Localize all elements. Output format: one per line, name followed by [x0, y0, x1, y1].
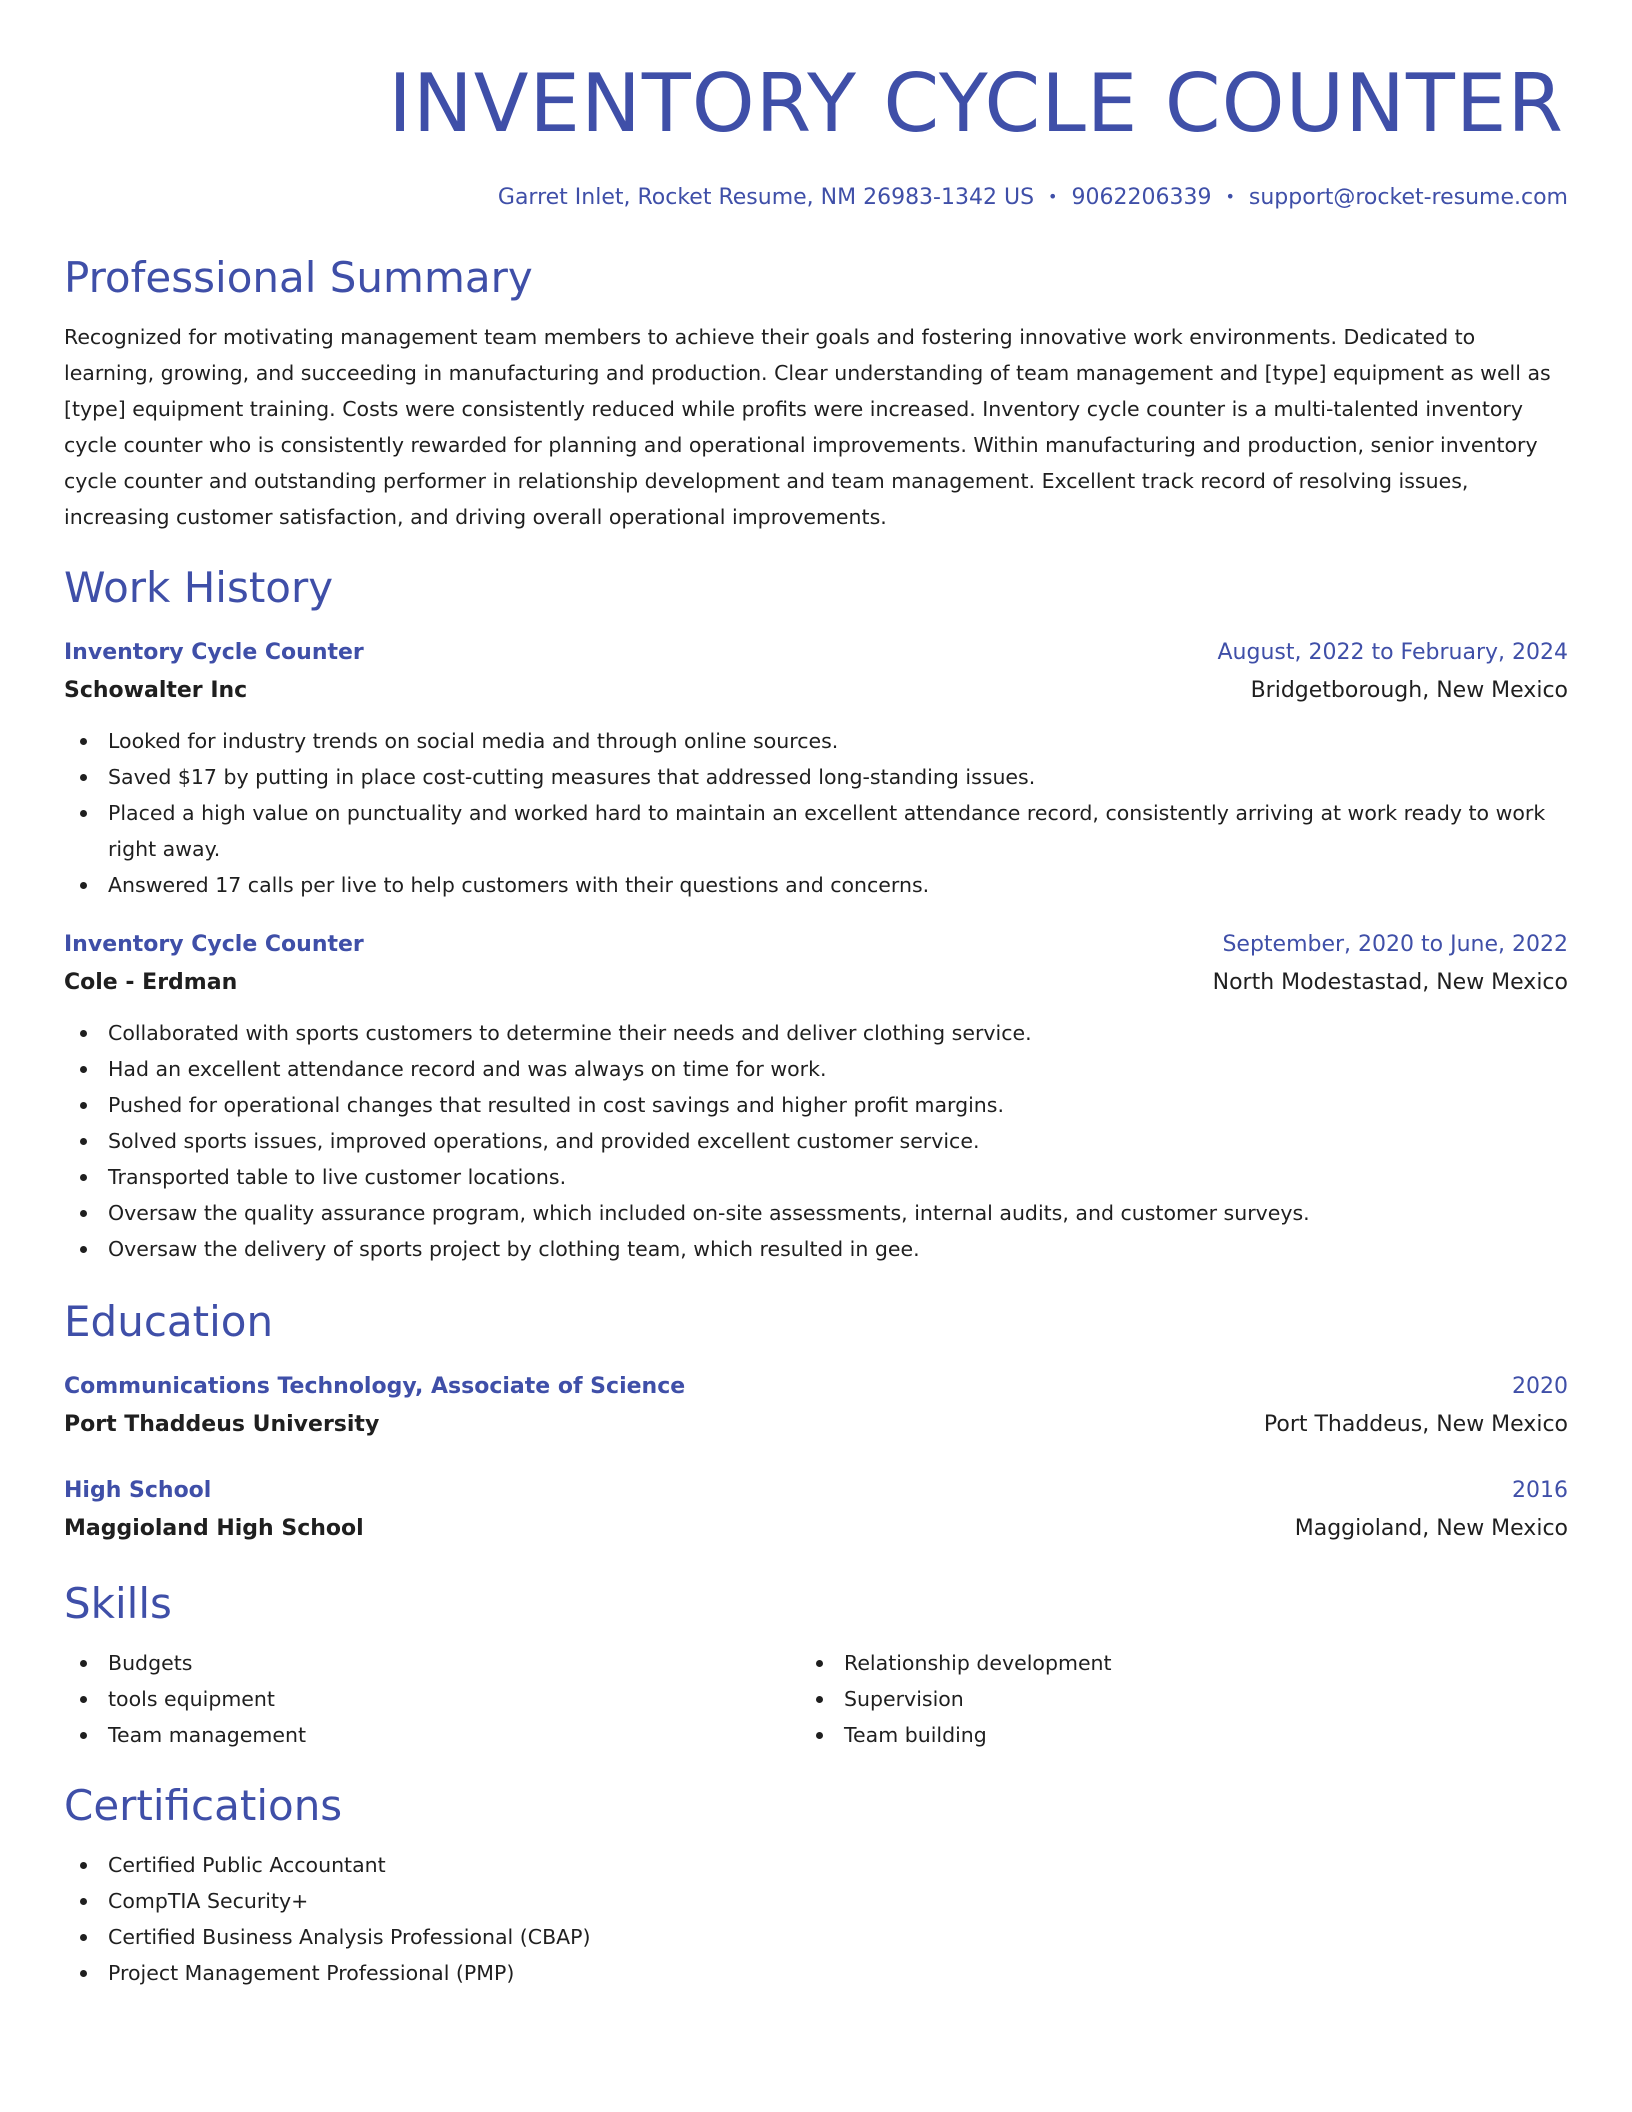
job-location: North Modestastad, New Mexico	[1212, 970, 1568, 995]
work-history-heading: Work History	[64, 563, 334, 612]
education-header-row	[64, 1369, 1568, 1405]
certification-item: Certified Business Analysis Professional (CBAP)	[64, 1919, 1568, 1955]
education-school-row	[64, 1509, 1568, 1549]
contact-line	[64, 182, 1568, 213]
job-entry	[64, 635, 1568, 903]
education-year: 2020	[1512, 1374, 1568, 1399]
job-location: Bridgetborough, New Mexico	[1250, 678, 1568, 703]
skills-heading: Skills	[64, 1579, 172, 1628]
job-header-row	[64, 635, 1568, 671]
education-school: Port Thaddeus University	[64, 1412, 380, 1437]
job-dates: September, 2020 to June, 2022	[1222, 932, 1568, 957]
job-bullets	[64, 723, 1568, 903]
candidate-name: INVENTORY CYCLE COUNTER	[388, 57, 1564, 150]
skill-item: Supervision	[800, 1681, 1536, 1717]
skill-item: Relationship development	[800, 1645, 1536, 1681]
summary-heading: Professional Summary	[64, 253, 533, 302]
education-header-row	[64, 1473, 1568, 1509]
job-bullet: Oversaw the delivery of sports project by clothing team, which resulted in gee.	[64, 1231, 1568, 1267]
summary-text: Recognized for motivating management team members to achieve their goals and fostering innovative work environments. Dedicated to learning, growing, and succeeding in manufacturing and production. Clear understanding of team management and [type] equipment as well as [type] equipment training. Costs were consistently reduced while profits were increased. Inventory cycle counter is a multi-talented inventory cycle counter who is consistently rewarded for planning and operational improvements. Within manufacturing and production, senior inventory cycle counter and outstanding performer in relationship development and team management. Excellent track record of resolving issues, increasing customer satisfaction, and driving overall operational improvements.	[64, 325, 1551, 529]
job-title: Inventory Cycle Counter	[64, 640, 364, 665]
certification-item: CompTIA Security+	[64, 1883, 1568, 1919]
separator-dot: •	[1225, 187, 1235, 206]
skill-item: Budgets	[64, 1645, 800, 1681]
contact-email: support@rocket-resume.com	[1248, 185, 1568, 210]
job-bullet: Answered 17 calls per live to help customers with their questions and concerns.	[64, 867, 1568, 903]
certification-item: Certified Public Accountant	[64, 1847, 1568, 1883]
skill-item: Team building	[800, 1717, 1536, 1753]
work-history-section	[64, 563, 1568, 1267]
job-bullet: Looked for industry trends on social media and through online sources.	[64, 723, 1568, 759]
skills-grid	[64, 1645, 1568, 1753]
job-bullet: Solved sports issues, improved operations, and provided excellent customer service.	[64, 1123, 1568, 1159]
education-heading: Education	[64, 1297, 274, 1346]
education-degree: Communications Technology, Associate of Science	[64, 1374, 686, 1399]
certifications-heading: Certifications	[64, 1781, 343, 1830]
skills-column-left	[64, 1645, 800, 1753]
separator-dot: •	[1048, 187, 1058, 206]
education-location: Maggioland, New Mexico	[1294, 1516, 1568, 1541]
summary-section	[64, 253, 1568, 535]
education-section	[64, 1297, 1568, 1549]
job-company: Cole - Erdman	[64, 970, 238, 995]
job-bullet: Placed a high value on punctuality and worked hard to maintain an excellent attendance record, consistently arriving at work ready to work right away.	[64, 795, 1568, 867]
job-dates: August, 2022 to February, 2024	[1217, 640, 1568, 665]
skills-column-right	[800, 1645, 1536, 1753]
job-company-row	[64, 963, 1568, 1003]
job-entry	[64, 927, 1568, 1267]
job-company: Schowalter Inc	[64, 678, 248, 703]
education-entry	[64, 1369, 1568, 1445]
skills-section	[64, 1579, 1568, 1753]
certifications-section	[64, 1781, 1568, 1991]
education-degree: High School	[64, 1478, 212, 1503]
education-school-row	[64, 1405, 1568, 1445]
education-entry	[64, 1473, 1568, 1549]
education-year: 2016	[1512, 1478, 1568, 1503]
job-company-row	[64, 671, 1568, 711]
skill-item: tools equipment	[64, 1681, 800, 1717]
certifications-list	[64, 1847, 1568, 1991]
contact-phone: 9062206339	[1071, 185, 1212, 210]
certification-item: Project Management Professional (PMP)	[64, 1955, 1568, 1991]
education-location: Port Thaddeus, New Mexico	[1263, 1412, 1568, 1437]
job-bullet: Pushed for operational changes that resulted in cost savings and higher profit margins.	[64, 1087, 1568, 1123]
skill-item: Team management	[64, 1717, 800, 1753]
job-bullet: Saved $17 by putting in place cost-cutting measures that addressed long-standing issues.	[64, 759, 1568, 795]
job-bullet: Oversaw the quality assurance program, which included on-site assessments, internal audits, and customer surveys.	[64, 1195, 1568, 1231]
job-bullets	[64, 1015, 1568, 1267]
job-title: Inventory Cycle Counter	[64, 932, 364, 957]
resume-header	[64, 57, 1568, 213]
education-school: Maggioland High School	[64, 1516, 364, 1541]
job-bullet: Had an excellent attendance record and was always on time for work.	[64, 1051, 1568, 1087]
job-header-row	[64, 927, 1568, 963]
job-bullet: Transported table to live customer locations.	[64, 1159, 1568, 1195]
job-bullet: Collaborated with sports customers to determine their needs and deliver clothing service.	[64, 1015, 1568, 1051]
contact-address: Garret Inlet, Rocket Resume, NM 26983-1342 US	[497, 185, 1035, 210]
